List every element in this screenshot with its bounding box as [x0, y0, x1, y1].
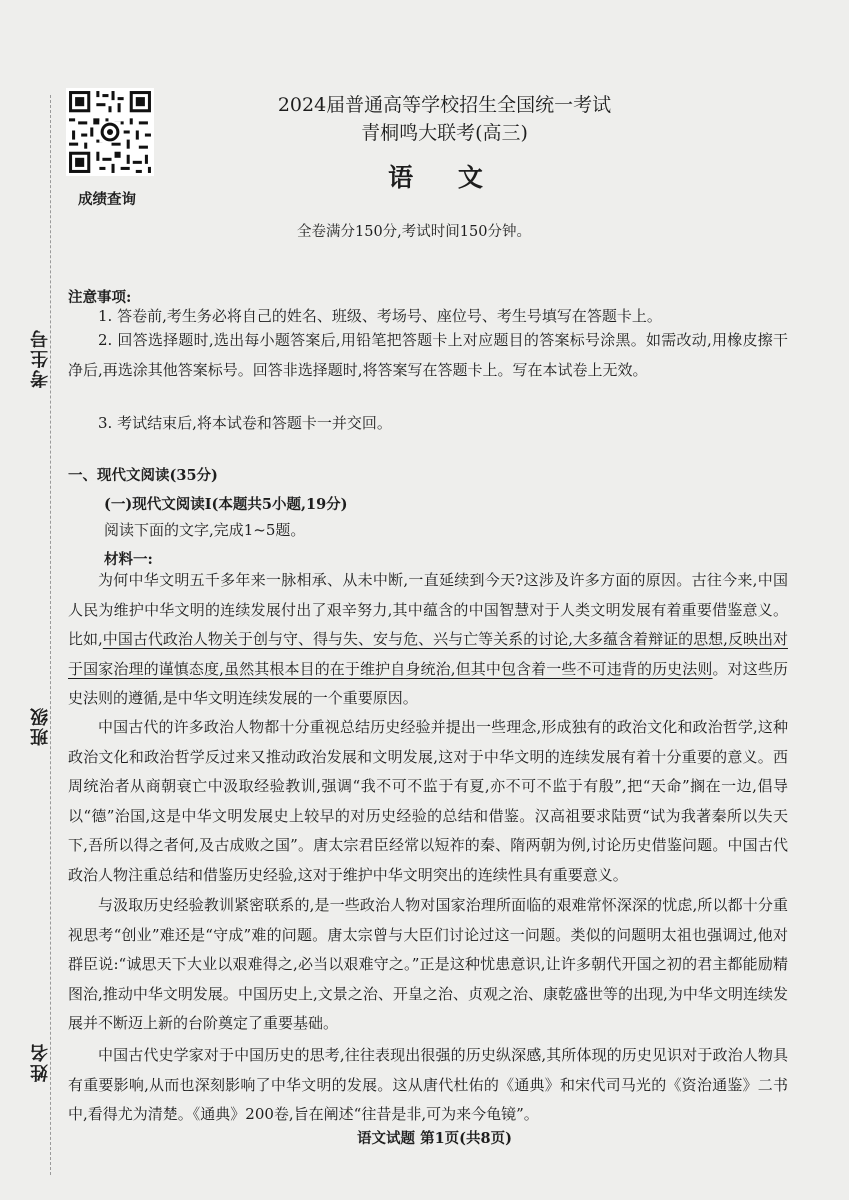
- paragraph-1: [68, 566, 788, 714]
- paragraph-4: 中国古代史学家对于中国历史的思考,往往表现出很强的历史纵深感,其所体现的历史见识对于政治人物具有重要影响,从而也深刻影响了中华文明的发展。这从唐代杜佑的《通典》和宋代司马光的《资治通鉴》二书中,看得尤为清楚。《通典》200卷,旨在阐述“往昔是非,可为来今龟镜”。: [68, 1046, 788, 1123]
- p1-text-a: 为何中华文明五千多年来一脉相承、从未中断,一直延续到今天?这涉及许多方面的原因。古往今来,中国人民为维护中华文明的连续发展付出了艰辛努力,其中蕴含的中国智慧对于人类文明发展有着重要借鉴意义。比如,: [68, 571, 788, 648]
- candidate-number-label: 考生号: [30, 328, 51, 388]
- notice-item: 1. 答卷前,考生务必将自己的姓名、班级、考场号、座位号、考生号填写在答题卡上。: [98, 307, 662, 325]
- binding-line: [50, 95, 51, 1175]
- p1-underlined-text: 中国古代政治人物关于创与守、得与失、安与危、兴与亡等关系的讨论,大多蕴含着辩证的思想,反映出对于国家治理的谨慎态度,虽然其根本目的在于维护自身统治,但其中包含着一些不可违背的历史法则: [68, 630, 788, 678]
- notice-heading: 注意事项:: [68, 289, 132, 306]
- section-title: 一、现代文阅读(35分): [68, 467, 218, 484]
- exam-info: 全卷满分150分,考试时间150分钟。: [297, 224, 531, 240]
- notice-item: 2. 回答选择题时,选出每小题答案后,用铅笔把答题卡上对应题目的答案标号涂黑。如需改动,用橡皮擦干净后,再选涂其他答案标号。回答非选择题时,将答案写在答题卡上。写在本试卷上无效。: [68, 331, 788, 379]
- name-label: 姓名: [30, 1042, 51, 1082]
- instruction: 阅读下面的文字,完成1~5题。: [104, 521, 306, 539]
- subsection-title: (一)现代文阅读Ⅰ(本题共5小题,19分): [104, 496, 348, 513]
- qr-caption: 成绩查询: [78, 191, 136, 208]
- class-label: 班级: [30, 706, 51, 746]
- paragraph-2: 中国古代的许多政治人物都十分重视总结历史经验并提出一些理念,形成独有的政治文化和政治哲学,这种政治文化和政治哲学反过来又推动政治发展和文明发展,这对于中华文明的连续发展有着十分重要的意义。西周统治者从商朝衰亡中汲取经验教训,强调“我不可不监于有夏,亦不可不监于有殷”,把“天命”搁在一边,倡导以“德”治国,这是中华文明发展史上较早的对历史经验的总结和借鉴。汉高祖要求陆贾“试为我著秦所以失天下,吾所以得之者何,及古成败之国”。唐太宗君臣经常以短祚的秦、隋两朝为例,讨论历史借鉴问题。中国古代政治人物注重总结和借鉴历史经验,这对于维护中华文明突出的连续性具有重要意义。: [68, 718, 788, 884]
- subject-title: 语 文: [388, 163, 501, 192]
- p1-text-b: 。对这些历史法则的遵循,是中华文明连续发展的一个重要原因。: [68, 659, 788, 707]
- page-footer: 语文试题 第1页(共8页): [357, 1130, 512, 1147]
- exam-subtitle: 青桐鸣大联考(高三): [361, 122, 528, 144]
- material-label: 材料一:: [104, 551, 153, 568]
- notice-item: 3. 考试结束后,将本试卷和答题卡一并交回。: [98, 414, 392, 432]
- paragraph-3: 与汲取历史经验教训紧密联系的,是一些政治人物对国家治理所面临的艰难常怀深深的忧虑,所以都十分重视思考“创业”难还是“守成”难的问题。唐太宗曾与大臣们讨论过这一问题。类似的问题明太祖也强调过,他对群臣说:“诚思天下大业以艰难得之,必当以艰难守之。”正是这种忧患意识,让许多朝代开国之初的君主都能励精图治,推动中华文明发展。中国历史上,文景之治、开皇之治、贞观之治、康乾盛世等的出现,为中华文明连续发展并不断迈上新的台阶奠定了重要基础。: [68, 896, 788, 1032]
- exam-title: 2024届普通高等学校招生全国统一考试: [277, 94, 612, 116]
